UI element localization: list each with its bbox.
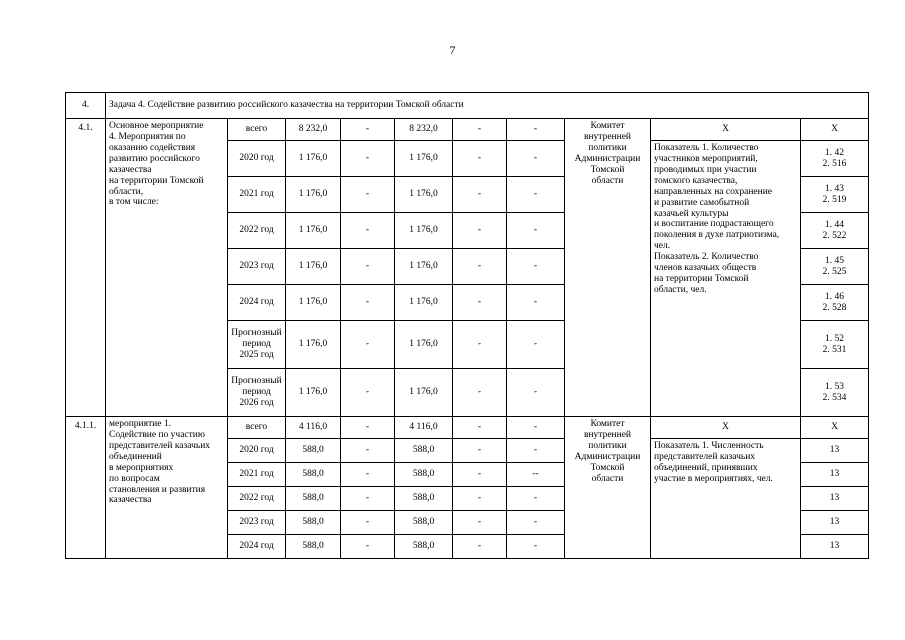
- table-row: [66, 119, 869, 141]
- value-cell: Х: [801, 119, 869, 141]
- period-cell: 2023 год: [228, 511, 286, 535]
- period-cell: 2023 год: [228, 249, 286, 285]
- local-cell: -: [453, 369, 507, 417]
- total-cell: 1 176,0: [286, 249, 341, 285]
- local-cell: -: [453, 511, 507, 535]
- task-number: 4.: [66, 93, 106, 119]
- task-row: [66, 93, 869, 119]
- regional-cell: 588,0: [395, 535, 453, 559]
- federal-cell: -: [341, 249, 395, 285]
- period-cell: 2022 год: [228, 487, 286, 511]
- extra-cell: -: [507, 439, 565, 463]
- period-cell: 2020 год: [228, 439, 286, 463]
- federal-cell: -: [341, 511, 395, 535]
- regional-cell: 588,0: [395, 511, 453, 535]
- regional-cell: 1 176,0: [395, 213, 453, 249]
- value-cell: 1. 45 2. 525: [801, 249, 869, 285]
- federal-cell: -: [341, 285, 395, 321]
- period-cell: 2022 год: [228, 213, 286, 249]
- local-cell: -: [453, 141, 507, 177]
- federal-cell: -: [341, 535, 395, 559]
- total-cell: 4 116,0: [286, 417, 341, 439]
- regional-cell: 1 176,0: [395, 177, 453, 213]
- local-cell: -: [453, 213, 507, 249]
- extra-cell: -: [507, 511, 565, 535]
- local-cell: -: [453, 439, 507, 463]
- regional-cell: 1 176,0: [395, 321, 453, 369]
- local-cell: -: [453, 321, 507, 369]
- local-cell: -: [453, 285, 507, 321]
- local-cell: -: [453, 487, 507, 511]
- federal-cell: -: [341, 141, 395, 177]
- local-cell: -: [453, 177, 507, 213]
- program-table: [65, 92, 869, 559]
- page-number: 7: [449, 43, 456, 57]
- extra-cell: -: [507, 417, 565, 439]
- federal-cell: -: [341, 463, 395, 487]
- indicator-header: Х: [651, 119, 801, 141]
- regional-cell: 588,0: [395, 487, 453, 511]
- federal-cell: -: [341, 321, 395, 369]
- table-row: [66, 417, 869, 439]
- measure-name: Основное мероприятие 4. Мероприятия по оказанию содействия развитию российского казачества на территории Томской области, в том числе:: [106, 119, 228, 417]
- total-cell: 588,0: [286, 439, 341, 463]
- extra-cell: -: [507, 213, 565, 249]
- total-cell: 588,0: [286, 463, 341, 487]
- executor-cell: Комитет внутренней политики Администрации Томской области: [565, 417, 651, 559]
- executor-cell: Комитет внутренней политики Администрации Томской области: [565, 119, 651, 417]
- total-cell: 1 176,0: [286, 369, 341, 417]
- period-cell: 2021 год: [228, 177, 286, 213]
- regional-cell: 8 232,0: [395, 119, 453, 141]
- value-cell: 1. 43 2. 519: [801, 177, 869, 213]
- period-cell: всего: [228, 417, 286, 439]
- regional-cell: 588,0: [395, 439, 453, 463]
- total-cell: 1 176,0: [286, 141, 341, 177]
- regional-cell: 4 116,0: [395, 417, 453, 439]
- total-cell: 1 176,0: [286, 177, 341, 213]
- extra-cell: -: [507, 285, 565, 321]
- regional-cell: 1 176,0: [395, 369, 453, 417]
- extra-cell: -: [507, 177, 565, 213]
- indicator-text: Показатель 1. Численность представителей казачьих объединений, принявших участие в мероприятиях, чел.: [651, 439, 801, 559]
- local-cell: -: [453, 535, 507, 559]
- federal-cell: -: [341, 487, 395, 511]
- value-cell: 13: [801, 511, 869, 535]
- total-cell: 588,0: [286, 535, 341, 559]
- period-cell: 2024 год: [228, 285, 286, 321]
- extra-cell: --: [507, 463, 565, 487]
- value-cell: 1. 44 2. 522: [801, 213, 869, 249]
- period-cell: Прогнозный период 2025 год: [228, 321, 286, 369]
- federal-cell: -: [341, 213, 395, 249]
- total-cell: 1 176,0: [286, 285, 341, 321]
- extra-cell: -: [507, 369, 565, 417]
- measure-name: мероприятие 1. Содействие по участию представителей казачьих объединений в мероприятиях по вопросам становления и развития казачества: [106, 417, 228, 559]
- regional-cell: 588,0: [395, 463, 453, 487]
- value-cell: Х: [801, 417, 869, 439]
- total-cell: 1 176,0: [286, 213, 341, 249]
- block-number: 4.1.: [66, 119, 106, 417]
- extra-cell: -: [507, 141, 565, 177]
- local-cell: -: [453, 463, 507, 487]
- value-cell: 13: [801, 535, 869, 559]
- regional-cell: 1 176,0: [395, 141, 453, 177]
- total-cell: 588,0: [286, 511, 341, 535]
- period-cell: 2021 год: [228, 463, 286, 487]
- period-cell: всего: [228, 119, 286, 141]
- local-cell: -: [453, 249, 507, 285]
- extra-cell: -: [507, 119, 565, 141]
- value-cell: 13: [801, 487, 869, 511]
- value-cell: 1. 46 2. 528: [801, 285, 869, 321]
- extra-cell: -: [507, 487, 565, 511]
- value-cell: 1. 52 2. 531: [801, 321, 869, 369]
- federal-cell: -: [341, 369, 395, 417]
- extra-cell: -: [507, 249, 565, 285]
- period-cell: Прогнозный период 2026 год: [228, 369, 286, 417]
- federal-cell: -: [341, 417, 395, 439]
- extra-cell: -: [507, 321, 565, 369]
- period-cell: 2020 год: [228, 141, 286, 177]
- federal-cell: -: [341, 177, 395, 213]
- regional-cell: 1 176,0: [395, 285, 453, 321]
- local-cell: -: [453, 417, 507, 439]
- value-cell: 1. 53 2. 534: [801, 369, 869, 417]
- period-cell: 2024 год: [228, 535, 286, 559]
- indicator-text: Показатель 1. Количество участников мероприятий, проводимых при участии томского казачества, направленных на сохранение и развитие самобытной казачьей культуры и воспитание подрастающего поколения в духе патриотизма, чел. Показатель 2. Количество членов казачьих обществ на территории Томской области, чел.: [651, 141, 801, 417]
- federal-cell: -: [341, 439, 395, 463]
- total-cell: 1 176,0: [286, 321, 341, 369]
- value-cell: 13: [801, 463, 869, 487]
- value-cell: 13: [801, 439, 869, 463]
- total-cell: 8 232,0: [286, 119, 341, 141]
- task-title: Задача 4. Содействие развитию российского казачества на территории Томской области: [106, 93, 869, 119]
- regional-cell: 1 176,0: [395, 249, 453, 285]
- block-number: 4.1.1.: [66, 417, 106, 559]
- local-cell: -: [453, 119, 507, 141]
- federal-cell: -: [341, 119, 395, 141]
- total-cell: 588,0: [286, 487, 341, 511]
- extra-cell: -: [507, 535, 565, 559]
- value-cell: 1. 42 2. 516: [801, 141, 869, 177]
- indicator-header: Х: [651, 417, 801, 439]
